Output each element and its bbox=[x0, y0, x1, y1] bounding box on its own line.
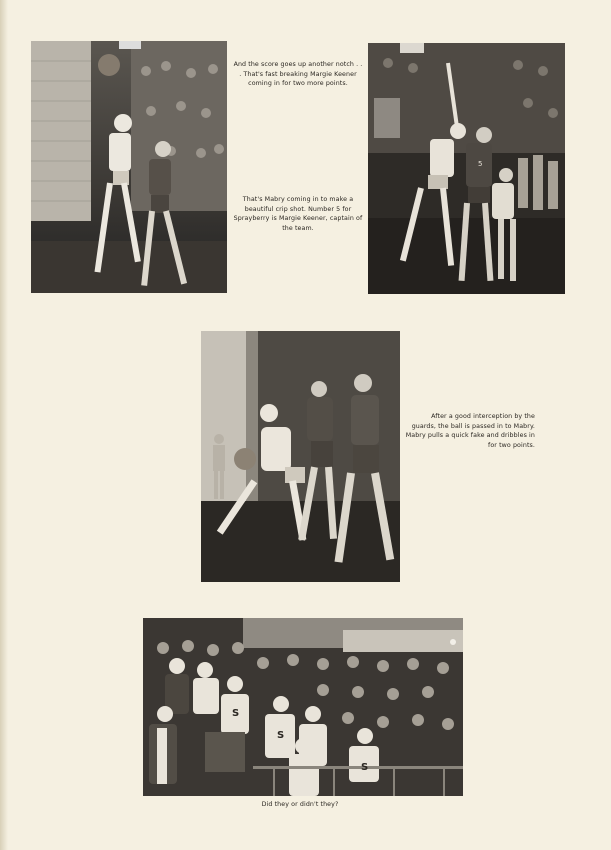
jersey-letter-2: S bbox=[277, 730, 285, 741]
caption-fast-break-text: And the score goes up another notch . . . That's fast breaking Margie Keener coming in for two more points. bbox=[233, 61, 363, 88]
photo-fast-break-layup bbox=[31, 41, 227, 293]
page-binding-shadow bbox=[0, 0, 8, 850]
caption-crip-shot-text: That's Mabry coming in to make a beautiful crip shot. Number 5 for Sprayberry is Margie Keener, captain of the team. bbox=[233, 196, 363, 232]
caption-crowd-text: Did they or didn't they? bbox=[261, 801, 339, 808]
jersey-letter-3: S bbox=[361, 762, 369, 773]
jersey-letter-1: S bbox=[232, 708, 240, 719]
jersey-number bbox=[478, 160, 482, 168]
caption-crip-shot bbox=[233, 195, 363, 233]
photo-crowd bbox=[143, 618, 463, 796]
jersey-number-text: 5 bbox=[478, 160, 483, 168]
caption-fast-break bbox=[233, 60, 363, 89]
photo-crip-shot bbox=[368, 43, 565, 294]
caption-crowd bbox=[200, 800, 400, 810]
caption-interception bbox=[405, 412, 535, 450]
caption-interception-text: After a good interception by the guards, the ball is passed in to Mabry. Mabry pulls a quick fake and dribbles in for two points. bbox=[405, 413, 535, 449]
photo-interception-dribble bbox=[201, 331, 400, 582]
